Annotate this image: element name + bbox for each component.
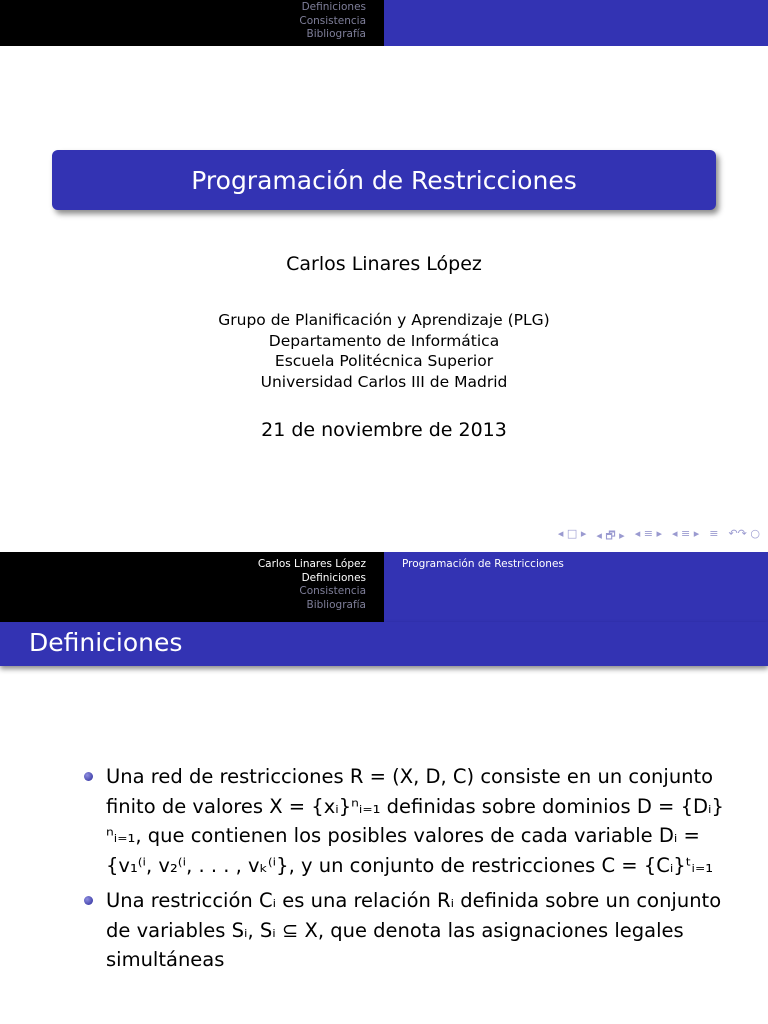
headline-bar	[0, 0, 768, 46]
presentation-title: Programación de Restricciones	[191, 165, 577, 195]
nav-section-icon[interactable]: ◂ ≡ ▸	[634, 527, 662, 540]
institute-line: Departamento de Informática	[268, 331, 500, 350]
bullet-list	[84, 762, 744, 981]
title-box	[52, 150, 716, 210]
institute-line: Grupo de Planificación y Aprendizaje (PLG)	[218, 311, 550, 329]
section-nav	[0, 552, 384, 622]
nav-search-icon[interactable]: ↶↷ ○	[728, 527, 760, 540]
headline-right-panel	[384, 0, 768, 46]
section-link-consistencia[interactable]: Consistencia	[299, 585, 366, 598]
definitions-slide	[0, 552, 768, 1024]
bullet-icon	[84, 772, 93, 781]
section-link-definiciones[interactable]: Definiciones	[301, 571, 366, 584]
headline-bar	[0, 552, 768, 622]
headline-title: Programación de Restricciones	[402, 558, 564, 570]
presentation-date: 21 de noviembre de 2013	[261, 419, 507, 441]
author-name: Carlos Linares López	[286, 253, 482, 275]
section-nav	[0, 0, 384, 46]
nav-subsection-icon[interactable]: ◂ 🗗 ▸	[596, 529, 625, 542]
section-link-consistencia[interactable]: Consistencia	[299, 14, 366, 27]
section-link-bibliografia[interactable]: Bibliografía	[306, 28, 366, 41]
headline-right-panel	[384, 552, 768, 622]
list-item	[84, 886, 744, 975]
headline-author: Carlos Linares López	[257, 558, 366, 570]
frame-title-bar	[0, 622, 768, 666]
frame-title: Definiciones	[29, 628, 183, 657]
bullet-text: Una restricción Cᵢ es una relación Rᵢ definida sobre un conjunto de variables Sᵢ, Sᵢ ⊆ X, que denota las asignaciones legales simultáneas	[106, 889, 722, 971]
institute-line: Universidad Carlos III de Madrid	[260, 372, 508, 391]
section-link-bibliografia[interactable]: Bibliografía	[306, 598, 366, 611]
list-item	[84, 762, 744, 880]
institute-block	[0, 310, 768, 392]
bullet-icon	[84, 896, 93, 905]
bullet-text: Una red de restricciones R = (X, D, C) consiste en un conjunto finito de valores X = {xᵢ}ⁿᵢ₌₁ definidas sobre dominios D = {Dᵢ}ⁿᵢ₌₁, que contienen los posibles valores de cada variable Dᵢ = {v₁⁽ⁱ, v₂⁽ⁱ, . . . , vₖ⁽ⁱ}, y un conjunto de restricciones C = {Cᵢ}ᵗᵢ₌₁	[106, 765, 724, 877]
section-link-definiciones[interactable]: Definiciones	[301, 1, 366, 13]
institute-line: Escuela Politécnica Superior	[274, 352, 494, 370]
nav-document-icon[interactable]: ◂ ≡ ▸	[671, 527, 700, 540]
nav-frame-icon[interactable]: ◂ □ ▸	[557, 527, 587, 540]
navigation-symbols	[558, 527, 760, 546]
nav-outline-icon[interactable]: ≡	[709, 527, 719, 540]
